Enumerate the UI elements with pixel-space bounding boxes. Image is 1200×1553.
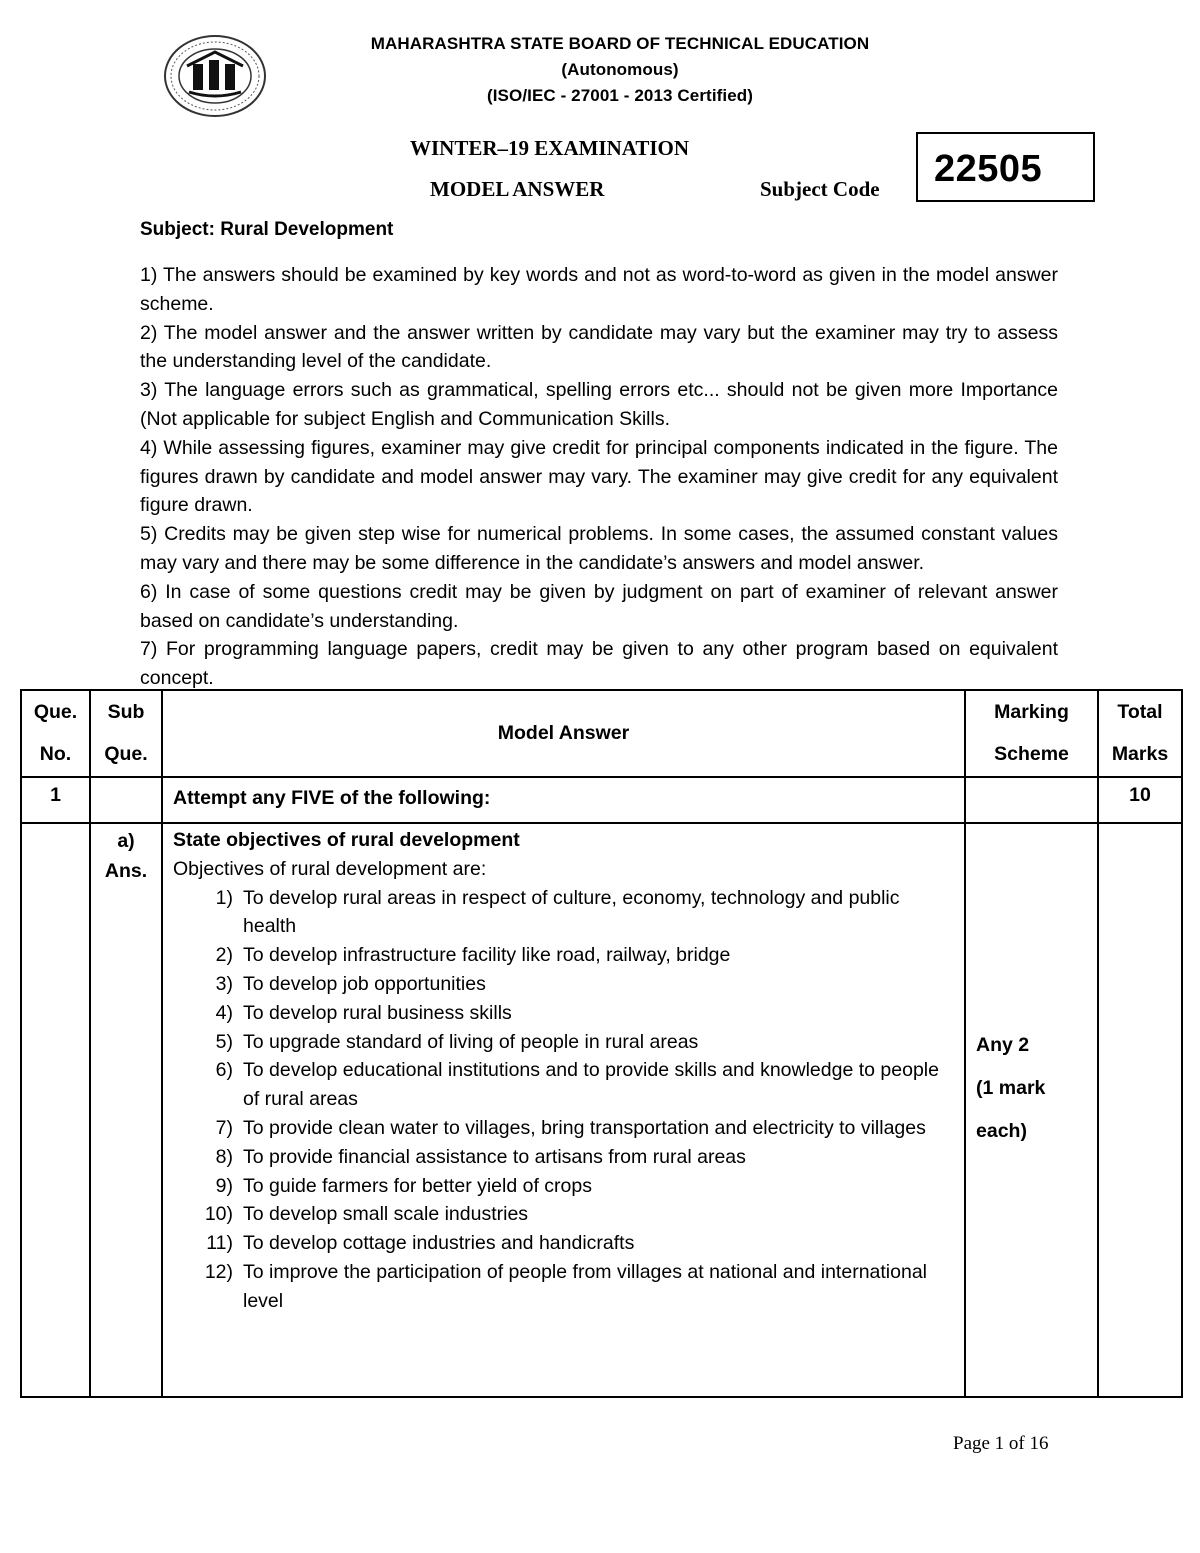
sub-question: [90, 823, 162, 1397]
subject-code-box: [916, 132, 1095, 202]
list-item: 12) To improve the participation of people from villages at national and international level: [204, 1260, 927, 1312]
header-model-answer: Model Answer: [162, 690, 965, 777]
instruction-item: 4) While assessing figures, examiner may give credit for principal components indicated in the figure. The figures drawn by candidate and model answer may vary. The examiner may give credit for any equivalent figure drawn.: [140, 436, 1058, 517]
header-que-no: Que. No.: [21, 690, 90, 777]
subject-code: 22505: [934, 148, 1043, 190]
question-number-empty: [21, 823, 90, 1397]
list-item: 9) To guide farmers for better yield of crops: [215, 1174, 592, 1197]
table-row: [21, 777, 1182, 823]
list-item: 1) To develop rural areas in respect of culture, economy, technology and public health: [215, 886, 900, 938]
board-name: MAHARASHTRA STATE BOARD OF TECHNICAL EDUCATION: [370, 34, 870, 53]
question-number: 1: [21, 777, 90, 823]
answer-intro: Objectives of rural development are:: [173, 857, 487, 880]
list-item: 8) To provide financial assistance to artisans from rural areas: [215, 1145, 746, 1168]
question-instruction: Attempt any FIVE of the following:: [162, 777, 965, 823]
instruction-item: 1) The answers should be examined by key words and not as word-to-word as given in the model answer scheme.: [140, 264, 1058, 315]
marking-empty: [965, 777, 1098, 823]
list-item: 3) To develop job opportunities: [215, 972, 486, 995]
instruction-item: 5) Credits may be given step wise for numerical problems. In some cases, the assumed constant values may vary and there may be some difference in the candidate’s answers and model answer.: [140, 523, 1058, 574]
instruction-item: 2) The model answer and the answer written by candidate may vary but the examiner may try to assess the understanding level of the candidate.: [140, 321, 1058, 373]
instructions: [140, 261, 1058, 693]
header-marking-scheme: Marking Scheme: [965, 690, 1098, 777]
list-item: 5) To upgrade standard of living of people in rural areas: [215, 1030, 699, 1053]
total-marks: 10: [1098, 777, 1182, 823]
msbte-seal-logo-icon: [163, 34, 267, 118]
subject-line: Subject: Rural Development: [140, 219, 394, 240]
list-item: 7) To provide clean water to villages, bring transportation and electricity to villages: [215, 1116, 926, 1139]
list-item: 4) To develop rural business skills: [215, 1001, 512, 1024]
list-item: 11) To develop cottage industries and handicrafts: [206, 1232, 635, 1255]
table-header-row: [21, 690, 1182, 777]
autonomous-label: (Autonomous): [561, 60, 679, 79]
ans-label: Ans.: [104, 860, 148, 882]
question-title: State objectives of rural development: [173, 829, 520, 851]
sub-question-empty: [90, 777, 162, 823]
list-item: 10) To develop small scale industries: [204, 1203, 529, 1226]
instruction-item: 3) The language errors such as grammatical, spelling errors etc... should not be given more Importance (Not applicable for subject English and Communication Skills.: [140, 379, 1058, 430]
exam-title: WINTER–19 EXAMINATION: [410, 136, 690, 160]
page-number: Page 1 of 16: [953, 1433, 1049, 1454]
header-sub-que: Sub Que.: [90, 690, 162, 777]
subject-code-label: Subject Code: [760, 177, 880, 201]
answer-table: [20, 689, 1183, 1398]
objectives-list: [173, 884, 954, 1316]
marking-scheme-cell: Any 2 (1 mark each): [965, 823, 1098, 1397]
header-total-marks: Total Marks: [1098, 690, 1182, 777]
sub-question-label: a): [117, 830, 135, 852]
model-answer-label: MODEL ANSWER: [430, 177, 605, 201]
list-item: 2) To develop infrastructure facility like road, railway, bridge: [215, 944, 731, 967]
table-row: [21, 823, 1182, 1397]
model-answer-cell: [162, 823, 965, 1397]
instruction-item: 7) For programming language papers, credit may be given to any other program based on equivalent concept.: [140, 638, 1058, 690]
instruction-item: 6) In case of some questions credit may be given by judgment on part of examiner of relevant answer based on candidate’s understanding.: [140, 580, 1058, 632]
total-marks-empty: [1098, 823, 1182, 1397]
list-item: 6) To develop educational institutions and to provide skills and knowledge to people of rural areas: [215, 1059, 939, 1111]
iso-certification: (ISO/IEC - 27001 - 2013 Certified): [486, 86, 754, 105]
